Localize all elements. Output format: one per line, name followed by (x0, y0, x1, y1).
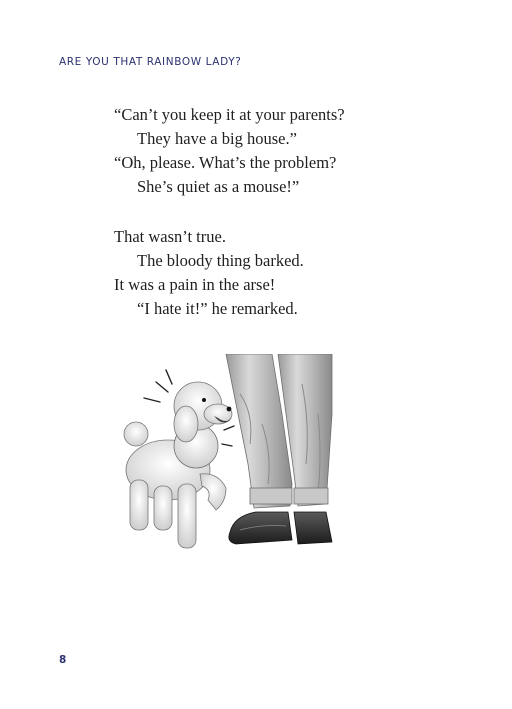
poem (114, 103, 414, 321)
page-number: 8 (59, 654, 67, 666)
poem-line: “Oh, please. What’s the problem? (114, 153, 337, 172)
poem-line: They have a big house.” (137, 129, 297, 148)
poem-line: “Can’t you keep it at your parents? (114, 105, 345, 124)
poodle-barking-illustration (122, 354, 336, 558)
running-head-title: ARE YOU THAT RAINBOW LADY? (59, 56, 242, 68)
poem-line: That wasn’t true. (114, 227, 226, 246)
stanza-1 (114, 103, 414, 199)
poem-line: It was a pain in the arse! (114, 275, 276, 294)
poem-line: She’s quiet as a mouse!” (137, 177, 300, 196)
stanza-2 (114, 225, 414, 321)
trousers (226, 354, 332, 508)
shoes (229, 512, 332, 544)
poem-line: The bloody thing barked. (137, 251, 304, 270)
illustration-svg (122, 354, 336, 558)
poodle (124, 382, 232, 548)
poem-line: “I hate it!” he remarked. (137, 299, 298, 318)
